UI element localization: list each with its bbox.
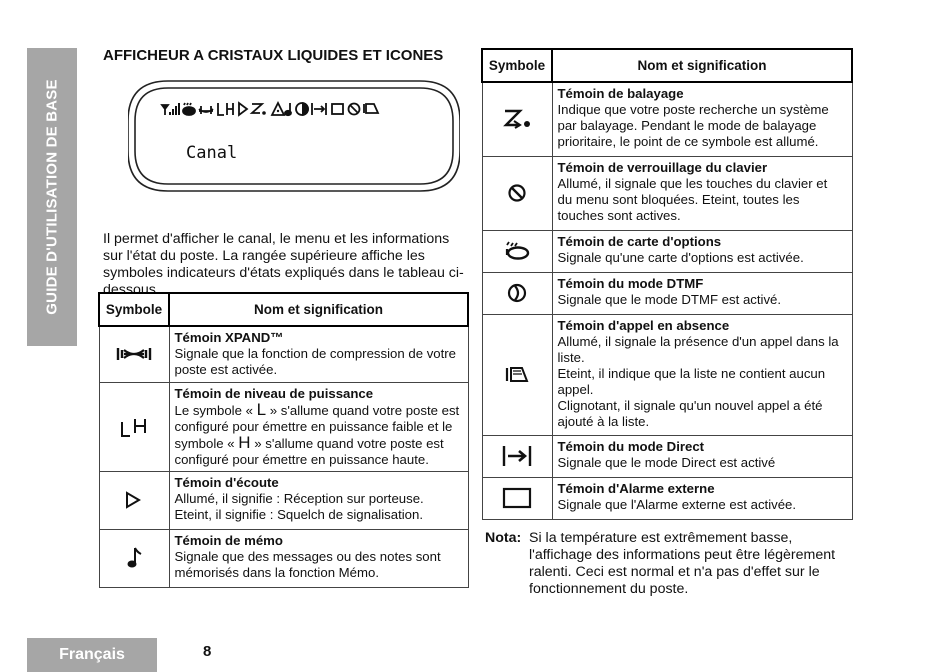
row-description: Signale que le mode Direct est activé	[557, 454, 776, 470]
row-name: Témoin d'Alarme externe	[557, 480, 715, 496]
table-row	[99, 382, 468, 471]
dtmf-icon	[506, 282, 528, 304]
monitor-icon	[124, 490, 144, 510]
row-name: Témoin du mode Direct	[557, 438, 705, 454]
note-block	[485, 530, 845, 598]
lcd-channel-text: Canal	[186, 143, 238, 163]
row-description: Signale que le mode DTMF est activé.	[557, 291, 782, 307]
row-description: Signale que la fonction de compression de votre poste est activée.	[174, 346, 457, 377]
high-power-glyph: H	[238, 432, 251, 452]
section-title: AFFICHEUR A CRISTAUX LIQUIDES ET ICONES	[103, 47, 444, 64]
intro-paragraph: Il permet d'afficher le canal, le menu et les informations sur l'état du poste. La rangée supérieure affiche les symboles indicateurs d'états expliqués dans le tableau ci-dessous.	[103, 231, 464, 299]
row-description-part: Le symbole «	[174, 402, 253, 418]
xpand-icon	[115, 343, 153, 365]
lcd-display-illustration	[128, 79, 460, 193]
row-name: Témoin de balayage	[557, 86, 684, 101]
table-row	[482, 230, 852, 272]
row-description: Signale que l'Alarme externe est activée.	[557, 496, 797, 512]
row-name: Témoin XPAND™	[174, 330, 284, 345]
table-row	[482, 314, 852, 435]
language-tab: Français	[27, 638, 157, 672]
col-header-meaning: Nom et signification	[552, 49, 852, 82]
left-symbol-table	[98, 292, 469, 588]
table-row	[482, 435, 852, 477]
low-power-glyph: L	[256, 399, 267, 419]
row-name: Témoin du mode DTMF	[557, 275, 704, 291]
side-chapter-label: GUIDE D'UTILISATION DE BASE	[43, 79, 61, 315]
note-label: Nota:	[485, 530, 522, 546]
power-level-icon	[119, 416, 149, 438]
col-header-symbol: Symbole	[99, 293, 169, 326]
row-description-part: » s'allume quand votre poste est configuré pour émettre en puissance faible et le symbole «	[174, 402, 460, 451]
row-description: Signale qu'une carte d'options est activée.	[557, 249, 804, 265]
external-alarm-icon	[502, 487, 532, 509]
row-name: Témoin d'écoute	[174, 474, 279, 490]
page-number: 8	[203, 643, 212, 660]
memo-note-icon	[125, 546, 143, 570]
side-chapter-tab	[27, 48, 77, 346]
note-text: Si la température est extrêmement basse, l'affichage des informations peut être légèrement ralenti. Ceci est normal et n'a pas d'effet sur le fonctionnement du poste.	[529, 530, 836, 597]
direct-mode-icon	[501, 444, 533, 468]
table-row	[482, 82, 852, 156]
option-card-icon	[503, 241, 531, 261]
row-description: Allumé, il signifie : Réception sur porteuse. Eteint, il signifie : Squelch de signalisation.	[174, 490, 424, 522]
row-name: Témoin de carte d'options	[557, 233, 722, 249]
table-row	[482, 156, 852, 230]
col-header-symbol: Symbole	[482, 49, 552, 82]
missed-call-icon	[504, 364, 530, 386]
row-description: Indique que votre poste recherche un système par balayage. Pendant le mode de balayage prioritaire, le point de ce symbole est allumé.	[557, 102, 829, 149]
row-description: Signale que des messages ou des notes sont mémorisés dans la fonction Mémo.	[174, 548, 441, 580]
table-row	[99, 471, 468, 529]
table-row	[99, 326, 468, 382]
row-description: Allumé, il signale que les touches du clavier et du menu sont bloquées. Eteint, toutes les touches sont actives.	[557, 175, 828, 223]
table-row	[99, 529, 468, 587]
row-name: Témoin d'appel en absence	[557, 317, 730, 333]
col-header-meaning: Nom et signification	[169, 293, 468, 326]
table-row	[482, 272, 852, 314]
keypad-lock-icon	[506, 182, 528, 204]
row-description	[174, 399, 462, 468]
scan-icon	[502, 108, 532, 130]
row-description: Allumé, il signale la présence d'un appel dans la liste. Eteint, il indique que la liste ne contient aucun appel. Clignotant, il signale qu'un nouvel appel a été ajouté à la liste.	[557, 333, 839, 429]
right-symbol-table	[481, 48, 853, 520]
row-name: Témoin de verrouillage du clavier	[557, 159, 768, 175]
row-name: Témoin de niveau de puissance	[174, 385, 374, 401]
row-name: Témoin de mémo	[174, 532, 283, 548]
row-description-part: » s'allume quand votre poste est configuré pour émettre en puissance haute.	[174, 435, 444, 467]
table-row	[482, 477, 852, 519]
